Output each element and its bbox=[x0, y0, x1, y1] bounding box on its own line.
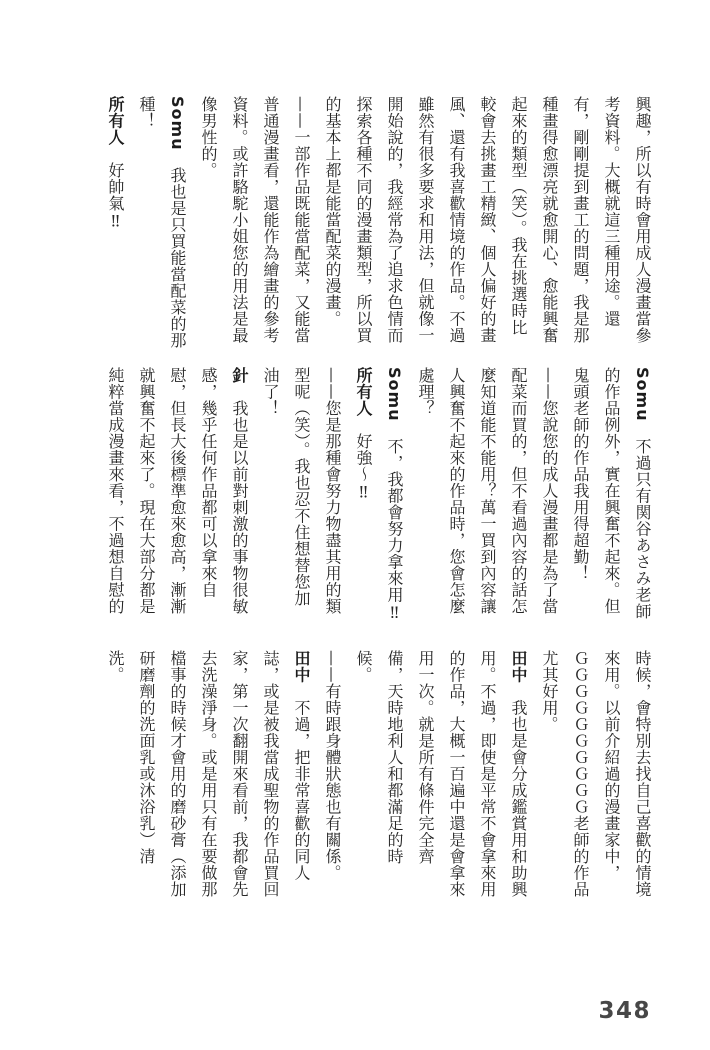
speaker-name: 針 bbox=[230, 367, 249, 384]
text-column bbox=[100, 96, 131, 348]
text-column bbox=[503, 367, 534, 619]
column-text: 純粹當成漫畫來看，不過想自慰的 bbox=[106, 367, 125, 615]
column-text: 配菜而買的，但不看過內容的話怎 bbox=[509, 367, 528, 615]
column-text: ——有時跟身體狀態也有關係。 bbox=[323, 650, 342, 881]
text-column bbox=[193, 367, 224, 619]
column-text: 洗。 bbox=[106, 650, 125, 683]
text-band-bottom bbox=[100, 650, 658, 902]
text-column bbox=[534, 367, 565, 619]
column-text: 備，天時地利人和都滿足的時 bbox=[385, 650, 404, 865]
text-column bbox=[596, 96, 627, 348]
column-text: 用一次。就是所有條件完全齊 bbox=[416, 650, 435, 865]
text-column bbox=[162, 367, 193, 619]
speaker-name: 田中 bbox=[509, 650, 528, 683]
speaker-name: 所有人 bbox=[106, 96, 125, 146]
column-text: ——您是那種會努力物盡其用的類 bbox=[323, 367, 342, 615]
column-text: 人興奮不起來的作品時，您會怎麼 bbox=[447, 367, 466, 615]
column-text: 好帥氣‼ bbox=[106, 145, 125, 231]
text-column bbox=[565, 96, 596, 348]
speaker-name: Somu bbox=[168, 96, 187, 151]
column-text: 用。不過，即使是平常不會拿來用 bbox=[478, 650, 497, 898]
text-column bbox=[441, 96, 472, 348]
text-column bbox=[379, 650, 410, 902]
column-text: 探索各種不同的漫畫類型，所以買 bbox=[354, 96, 373, 344]
speaker-name: 田中 bbox=[292, 650, 311, 683]
text-column bbox=[100, 367, 131, 619]
column-text: 尤其好用。 bbox=[540, 650, 559, 733]
text-column bbox=[565, 367, 596, 619]
column-text: 種！ bbox=[137, 96, 156, 129]
column-text: 我也是只買能當配菜的那 bbox=[168, 150, 187, 349]
text-column bbox=[410, 96, 441, 348]
text-column bbox=[627, 96, 658, 348]
column-text: 檔事的時候才會用的磨砂膏（添加 bbox=[168, 650, 187, 898]
text-column bbox=[534, 96, 565, 348]
text-column bbox=[286, 650, 317, 902]
column-text: 開始說的，我經常為了追求色情而 bbox=[385, 96, 404, 344]
text-column bbox=[193, 96, 224, 348]
text-column bbox=[286, 367, 317, 619]
text-column bbox=[596, 367, 627, 619]
column-text: 處理？ bbox=[416, 367, 435, 417]
text-column bbox=[255, 367, 286, 619]
text-column bbox=[627, 367, 658, 619]
column-text: 家，第一次翻開來看前，我都會先 bbox=[230, 650, 249, 898]
text-column bbox=[348, 96, 379, 348]
column-text: 不，我都會努力拿來用‼ bbox=[385, 421, 404, 623]
column-text: 普通漫畫看，還能作為繪畫的參考 bbox=[261, 96, 280, 344]
text-column bbox=[379, 367, 410, 623]
text-column bbox=[441, 650, 472, 902]
column-text: 研磨劑的洗面乳或沐浴乳）清 bbox=[137, 650, 156, 865]
column-text: 誌，或是被我當成聖物的作品買回 bbox=[261, 650, 280, 898]
column-text: 的作品，大概一百遍中還是會拿來 bbox=[447, 650, 466, 898]
text-column bbox=[379, 96, 410, 348]
column-text: 風、還有我喜歡情境的作品。不過 bbox=[447, 96, 466, 344]
column-text: 鬼頭老師的作品我用得超勤！ bbox=[571, 367, 590, 582]
column-text: 我也是會分成鑑賞用和助興 bbox=[509, 683, 528, 898]
speaker-name: 所有人 bbox=[354, 367, 373, 417]
text-column bbox=[131, 650, 162, 902]
column-text: 像男性的。 bbox=[199, 96, 218, 179]
column-text: 我也是以前對刺激的事物很敏 bbox=[230, 383, 249, 615]
text-column bbox=[441, 367, 472, 619]
text-column bbox=[255, 650, 286, 902]
column-text: 的作品例外，實在興奮不起來。但 bbox=[602, 367, 621, 615]
text-column bbox=[503, 96, 534, 348]
column-text: 興趣，所以有時會用成人漫畫當參 bbox=[633, 96, 652, 344]
column-text: 油了！ bbox=[261, 367, 280, 417]
column-text: 就興奮不起來了。現在大部分都是 bbox=[137, 367, 156, 615]
column-text: 資料。或許駱駝小姐您的用法是最 bbox=[230, 96, 249, 344]
column-text: 時候，會特別去找自己喜歡的情境 bbox=[633, 650, 652, 898]
column-text: 起來的類型（笑）。我在挑選時比 bbox=[509, 96, 528, 336]
column-text: 有，剛剛提到畫工的問題，我是那 bbox=[571, 96, 590, 344]
text-column bbox=[348, 367, 379, 619]
text-column bbox=[472, 650, 503, 902]
text-column bbox=[224, 96, 255, 348]
column-text: 去洗澡淨身。或是用只有在要做那 bbox=[199, 650, 218, 898]
text-column bbox=[162, 650, 193, 902]
column-text: 雖然有很多要求和用法，但就像一 bbox=[416, 96, 435, 344]
column-text: 慰，但長大後標準愈來愈高，漸漸 bbox=[168, 367, 187, 615]
text-column bbox=[410, 650, 441, 902]
text-column bbox=[193, 650, 224, 902]
column-text: 麼知道能不能用？萬一買到內容讓 bbox=[478, 367, 497, 615]
text-column bbox=[131, 367, 162, 619]
column-text: 考資料。大概就這三種用途。還 bbox=[602, 96, 621, 327]
page-number: 348 bbox=[598, 998, 651, 1024]
speaker-name: Somu bbox=[385, 367, 404, 422]
column-text: 型呢（笑）。我也忍不住想替您加 bbox=[292, 367, 311, 607]
text-column bbox=[348, 650, 379, 902]
text-column bbox=[565, 650, 596, 902]
column-text: 種畫得愈漂亮就愈開心、愈能興奮 bbox=[540, 96, 559, 344]
text-column bbox=[317, 650, 348, 902]
text-column bbox=[286, 96, 317, 348]
text-column bbox=[534, 650, 565, 902]
text-column bbox=[596, 650, 627, 902]
text-column bbox=[503, 650, 534, 902]
speaker-name: Somu bbox=[633, 367, 652, 422]
column-text: 感，幾乎任何作品都可以拿來自 bbox=[199, 367, 218, 598]
column-text: ——一部作品既能當配菜，又能當 bbox=[292, 96, 311, 344]
column-text: 較會去挑畫工精緻、個人偏好的畫 bbox=[478, 96, 497, 344]
text-column bbox=[224, 650, 255, 902]
column-text: 好強～‼ bbox=[354, 416, 373, 502]
column-text: 候。 bbox=[354, 650, 373, 683]
column-text: 不過只有関谷あさみ老師 bbox=[633, 421, 652, 620]
column-text: 的基本上都是能當配菜的漫畫。 bbox=[323, 96, 342, 327]
text-column bbox=[317, 96, 348, 348]
text-column bbox=[131, 96, 162, 348]
text-band-middle bbox=[100, 367, 658, 623]
text-band-top bbox=[100, 96, 658, 348]
text-column bbox=[100, 650, 131, 902]
text-column bbox=[472, 96, 503, 348]
text-column bbox=[317, 367, 348, 619]
text-column bbox=[410, 367, 441, 619]
column-text: 不過，把非常喜歡的同人 bbox=[292, 683, 311, 881]
text-column bbox=[224, 367, 255, 619]
column-text: ——您說您的成人漫畫都是為了當 bbox=[540, 367, 559, 615]
column-text: ＧＧＧＧＧＧＧＧＧＧ老師的作品 bbox=[571, 650, 590, 898]
text-column bbox=[162, 96, 193, 348]
column-text: 來用。以前介紹過的漫畫家中， bbox=[602, 650, 621, 881]
text-column bbox=[255, 96, 286, 348]
text-column bbox=[472, 367, 503, 619]
text-column bbox=[627, 650, 658, 902]
